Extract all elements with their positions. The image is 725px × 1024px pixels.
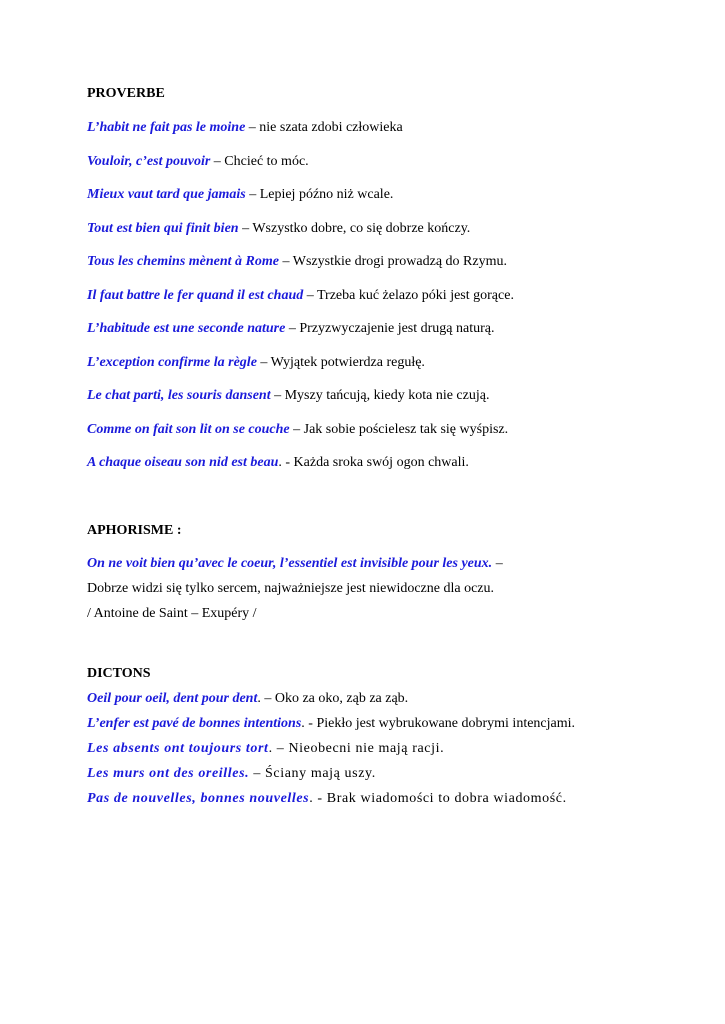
dictons-line-3 [87,741,444,757]
polish-translation: Każda sroka swój ogon chwali. [293,455,469,470]
proverbe-line-3 [87,187,393,203]
french-phrase: Pas de nouvelles, bonnes nouvelles [87,791,310,806]
french-phrase: Il faut battre le fer quand il est chaud [87,288,304,303]
polish-translation: Piekło jest wybrukowane dobrymi intencjami. [316,716,576,731]
french-phrase: L’habitude est une seconde nature [87,321,286,336]
french-phrase: Les absents ont toujours tort [87,741,269,756]
polish-translation: Myszy tańcują, kiedy kota nie czują. [284,388,490,403]
separator: . – [257,691,275,706]
separator: – [289,422,304,437]
aphorisme-author: / Antoine de Saint – Exupéry / [87,606,257,621]
proverbe-heading: PROVERBE [87,86,165,101]
proverbe-line-6 [87,288,514,304]
separator: – [256,355,271,370]
polish-translation: Ściany mają uszy. [265,766,376,781]
proverbe-line-10 [87,422,508,438]
separator: – [303,288,317,303]
proverbe-line-7 [87,321,495,337]
french-phrase: Oeil pour oeil, dent pour dent [87,691,258,706]
separator: – [285,321,300,336]
proverbe-line-8 [87,355,425,371]
polish-translation: nie szata zdobi człowieka [259,120,403,135]
french-phrase: Les murs ont des oreilles. [87,766,250,781]
separator: – [238,221,253,236]
polish-translation: Lepiej późno niż wcale. [259,187,394,202]
french-phrase: L’enfer est pavé de bonnes intentions [87,716,302,731]
separator: – [492,556,503,571]
separator: . – [268,741,289,756]
separator: – [210,154,225,169]
french-phrase: On ne voit bien qu’avec le coeur, l’essentiel est invisible pour les yeux. [87,556,493,571]
french-phrase: Tout est bien qui finit bien [87,221,239,236]
dictons-line-5 [87,791,567,807]
aphorisme-line-1 [87,556,503,572]
dictons-heading: DICTONS [87,666,151,681]
aphorisme-heading: APHORISME : [87,523,182,538]
polish-translation: Brak wiadomości to dobra wiadomość. [326,791,567,806]
proverbe-line-5 [87,254,507,270]
proverbe-line-9 [87,388,489,404]
proverbe-line-11 [87,455,469,471]
polish-translation: Wszystko dobre, co się dobrze kończy. [252,221,471,236]
separator: – [279,254,293,269]
proverbe-line-2 [87,154,309,170]
polish-translation: Nieobecni nie mają racji. [288,741,445,756]
french-phrase: Le chat parti, les souris dansent [87,388,271,403]
dictons-line-1 [87,691,408,707]
french-phrase: Tous les chemins mènent à Rome [87,254,280,269]
separator: . - [301,716,317,731]
french-phrase: L’habit ne fait pas le moine [87,120,246,135]
dictons-line-2 [87,716,575,732]
french-phrase: A chaque oiseau son nid est beau [87,455,279,470]
polish-translation: Przyzwyczajenie jest drugą naturą. [299,321,495,336]
proverbe-line-1 [87,120,403,136]
separator: . - [309,791,327,806]
polish-translation: Oko za oko, ząb za ząb. [274,691,409,706]
french-phrase: Comme on fait son lit on se couche [87,422,290,437]
french-phrase: L’exception confirme la règle [87,355,257,370]
separator: – [245,120,260,135]
separator: – [245,187,260,202]
polish-translation: Wszystkie drogi prowadzą do Rzymu. [292,254,507,269]
polish-translation: Trzeba kuć żelazo póki jest gorące. [316,288,514,303]
separator: . - [278,455,294,470]
polish-translation: Wyjątek potwierdza regułę. [270,355,425,370]
polish-translation: Chcieć to móc. [224,154,309,169]
separator: – [270,388,285,403]
separator: – [249,766,266,781]
dictons-line-4 [87,766,376,782]
french-phrase: Vouloir, c’est pouvoir [87,154,211,169]
aphorisme-translation: Dobrze widzi się tylko sercem, najważniejsze jest niewidoczne dla oczu. [87,581,495,596]
proverbe-line-4 [87,221,470,237]
french-phrase: Mieux vaut tard que jamais [87,187,246,202]
polish-translation: Jak sobie pościelesz tak się wyśpisz. [303,422,509,437]
